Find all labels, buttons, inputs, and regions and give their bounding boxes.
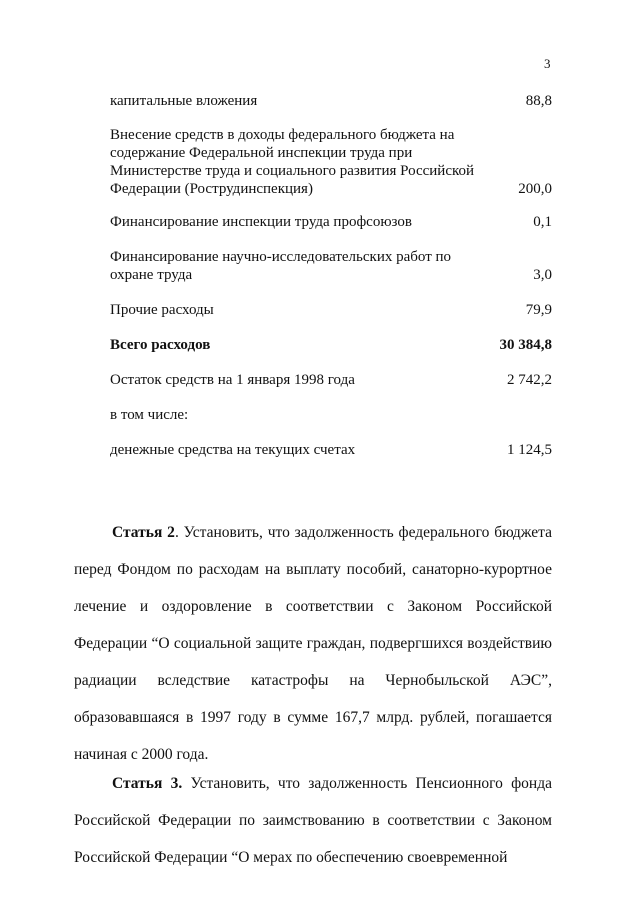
budget-item [110,92,552,110]
budget-total-label: Всего расходов [110,337,211,353]
budget-item [110,301,552,319]
article-3-paragraph [74,765,552,876]
budget-item-label: капитальные вложения [110,93,258,109]
budget-total-row [110,336,552,354]
article-3-text: Установить, что задолженность Пенсионного фонда Российской Федерации по заимствованию в соответствии с Законом Российской Федерации “О мерах по обеспечению своевременной [74,775,552,866]
budget-item-value: 3,0 [533,267,552,283]
budget-item [110,371,552,389]
article-3-heading: Статья 3. [112,775,183,792]
budget-item [110,248,552,284]
budget-item [110,213,552,231]
budget-item-label: Финансирование научно-исследовательских работ по охране труда [110,249,452,283]
budget-total-value: 30 384,8 [499,337,552,353]
budget-item-value: 0,1 [533,214,552,230]
budget-item [110,441,552,459]
budget-item-value: 200,0 [518,181,552,197]
budget-item [110,126,552,198]
article-2-text: . Установить, что задолженность федерального бюджета перед Фондом по расходам на выплату пособий, санаторно-курортное лечение и оздоровление в соответствии с Законом Российской Федерации “О социальной защите граждан, подвергшихся воздействию радиации вследствие катастрофы на Чернобыльской АЭС”, образовавшаяся в 1997 году в сумме 167,7 млрд. рублей, погашается начиная с 2000 года. [74,524,552,763]
article-2-heading: Статья 2 [112,524,175,541]
budget-item-label: в том числе: [110,407,189,423]
budget-item-label: Внесение средств в доходы федерального бюджета на содержание Федеральной инспекции труда при Министерстве труда и социального развития Российской Федерации (Рострудинспекция) [110,127,475,197]
budget-items-list [110,92,552,459]
budget-item-label: Финансирование инспекции труда профсоюзов [110,214,412,230]
budget-item-label: Прочие расходы [110,302,214,318]
budget-item-value: 88,8 [525,93,552,109]
budget-item-value: 79,9 [525,302,552,318]
budget-item-value: 2 742,2 [507,372,552,388]
budget-item-label: Остаток средств на 1 января 1998 года [110,372,355,388]
page-number: 3 [544,56,551,71]
budget-item-value: 1 124,5 [507,442,552,458]
budget-item [110,406,552,424]
article-2-paragraph [74,514,552,773]
budget-item-label: денежные средства на текущих счетах [110,442,356,458]
